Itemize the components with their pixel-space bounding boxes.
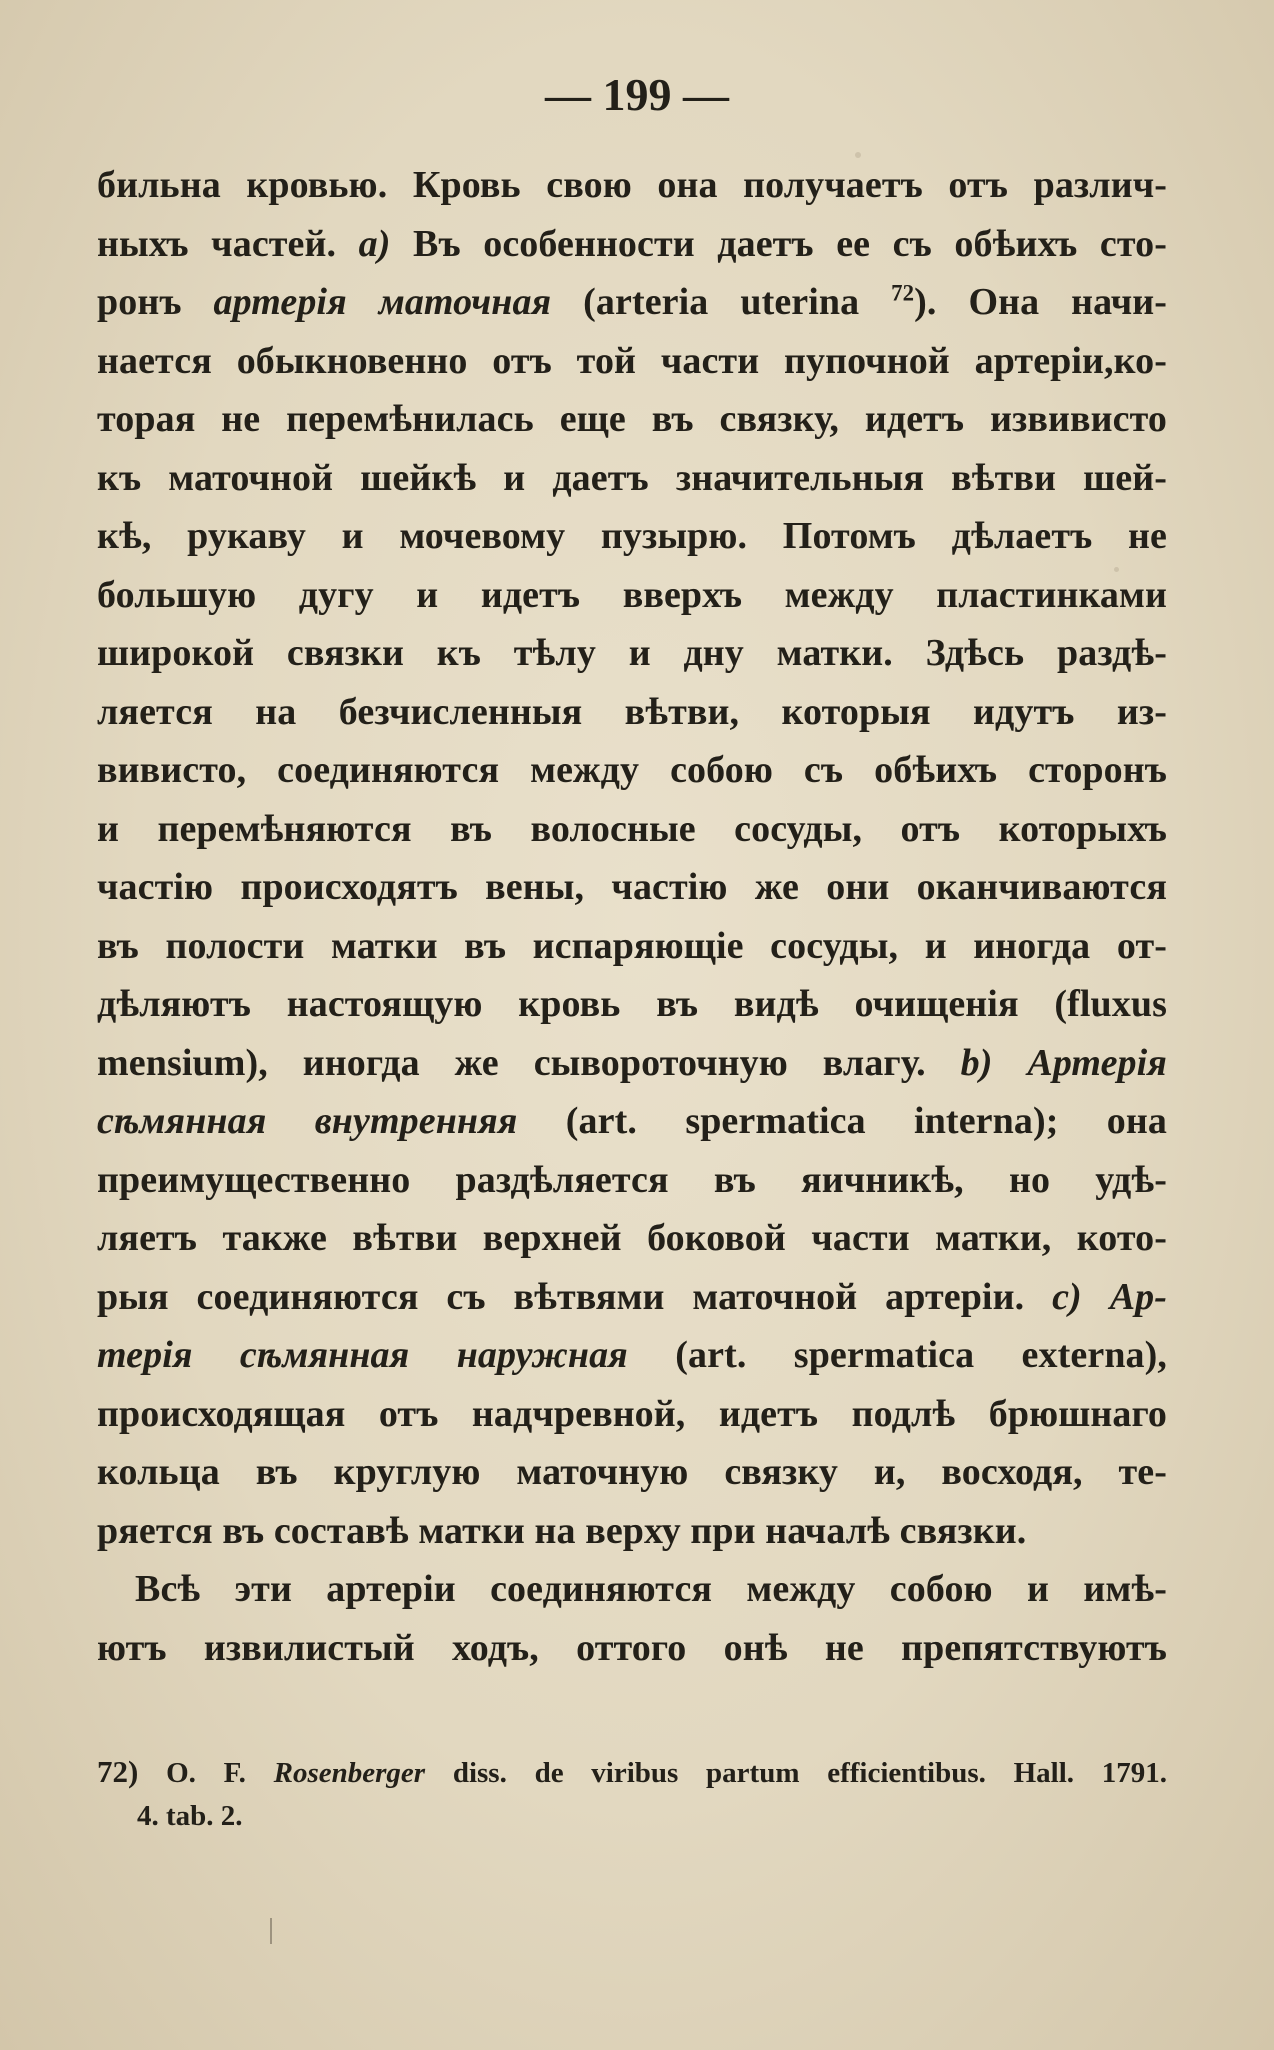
emphasis-teriya-semyannaya-naruzhnaya: терія сѣмянная наружная bbox=[97, 1334, 628, 1376]
body-text bbox=[97, 156, 1167, 1677]
text-line: mensium), иногда же сывороточную влагу. b) Артерія bbox=[97, 1041, 1167, 1084]
text-line: торая не перемѣнилась еще въ связку, идетъ извивисто bbox=[97, 398, 1167, 440]
text-line: дѣляютъ настоящую кровь въ видѣ очищенія (fluxus bbox=[97, 983, 1167, 1025]
footnote-text: diss. de viribus partum efficientibus. Hall. 1791. bbox=[452, 1757, 1168, 1789]
emphasis-c: c) bbox=[1052, 1275, 1082, 1318]
footnote-marker: 72) bbox=[97, 1754, 139, 1789]
text-line: кольца въ круглую маточную связку и, восходя, те- bbox=[97, 1451, 1167, 1493]
text-line: Всѣ эти артеріи соединяются между собою и имѣ- bbox=[135, 1568, 1167, 1610]
emphasis-a: a) bbox=[358, 222, 391, 265]
text-line: рыя соединяются съ вѣтвями маточной артеріи. c) Ар- bbox=[97, 1275, 1167, 1318]
text-line: въ полости матки въ испаряющіе сосуды, и иногда от- bbox=[97, 924, 1167, 967]
stray-ink-mark bbox=[270, 1918, 272, 1944]
text-line: преимущественно раздѣляется въ яичникѣ, но удѣ- bbox=[97, 1158, 1167, 1201]
text-line: частію происходятъ вены, частію же они оканчиваются bbox=[97, 866, 1167, 908]
text-line: бильна кровью. Кровь свою она получаетъ отъ различ- bbox=[97, 164, 1167, 206]
text-line: къ маточной шейкѣ и даетъ значительныя вѣтви шей- bbox=[97, 456, 1167, 499]
text-line: ляется на безчисленныя вѣтви, которыя идутъ из- bbox=[97, 690, 1167, 733]
text-line: ряется въ составѣ матки на верху при началѣ связки. bbox=[97, 1509, 1027, 1552]
text-line: ныхъ частей. a) Въ особенности даетъ ее съ обѣихъ сто- bbox=[97, 222, 1167, 265]
footnote-author-initials: O. F. bbox=[166, 1757, 246, 1789]
text-line: ляетъ также вѣтви верхней боковой части матки, кото- bbox=[97, 1217, 1167, 1259]
text-line: ронъ артерія маточная (arteria uterina $^{72}$). Она начи- bbox=[97, 280, 1167, 323]
footnote-line: 4. tab. 2. bbox=[137, 1800, 243, 1832]
text-line: вивисто, соединяются между собою съ обѣихъ сторонъ bbox=[97, 749, 1167, 791]
emphasis-b: b) bbox=[960, 1041, 993, 1084]
emphasis-arteria: Артерія bbox=[1027, 1041, 1167, 1084]
text-line: ютъ извилистый ходъ, оттого онѣ не препятствуютъ bbox=[97, 1626, 1167, 1669]
footnote bbox=[97, 1750, 1167, 1838]
text-line: кѣ, рукаву и мочевому пузырю. Потомъ дѣлаетъ не bbox=[97, 515, 1167, 557]
text-line: терія сѣмянная наружная (art. spermatica externa), bbox=[97, 1334, 1168, 1376]
footnote-line bbox=[97, 1750, 1167, 1794]
footnote-author-name: Rosenberger bbox=[273, 1757, 426, 1789]
text-line: и перемѣняются въ волосные сосуды, отъ которыхъ bbox=[97, 807, 1167, 850]
emphasis-ar: Ар- bbox=[1109, 1275, 1167, 1318]
page-number: — 199 — bbox=[545, 69, 729, 120]
text-line: сѣмянная внутренняя (art. spermatica interna); она bbox=[97, 1100, 1168, 1142]
emphasis-semyannaya-vnutrennyaya: сѣмянная внутренняя bbox=[97, 1100, 518, 1142]
text-line: нается обыкновенно отъ той части пупочной артеріи,ко- bbox=[97, 339, 1167, 382]
text-line: происходящая отъ надчревной, идетъ подлѣ брюшнаго bbox=[97, 1392, 1167, 1435]
emphasis-arteria-uterina: артерія маточная bbox=[213, 281, 552, 323]
text-line: широкой связки къ тѣлу и дну матки. Здѣсь раздѣ- bbox=[97, 632, 1167, 674]
text-line: большую дугу и идетъ вверхъ между пластинками bbox=[97, 573, 1167, 616]
